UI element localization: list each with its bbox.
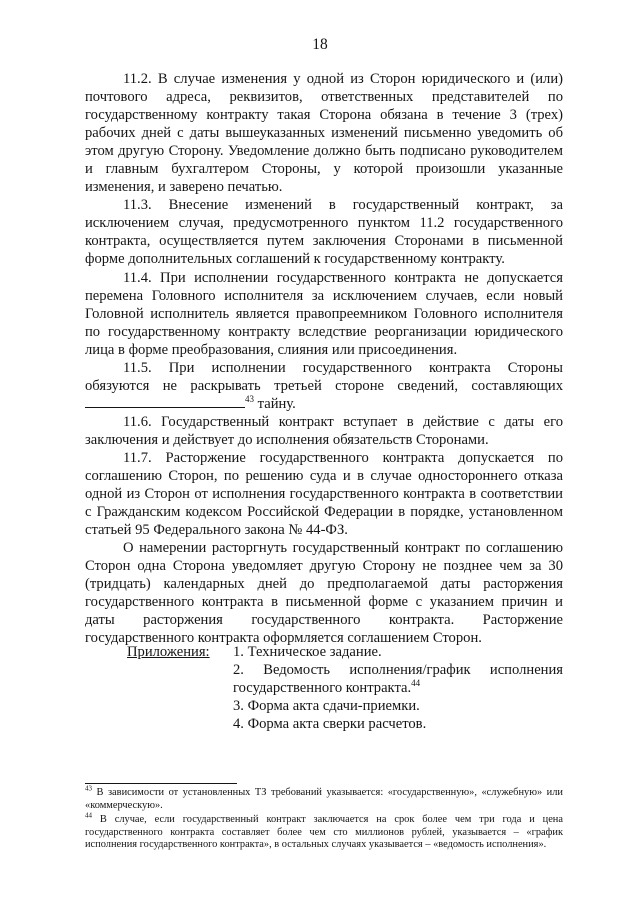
attachments-label: Приложения:	[127, 644, 210, 660]
paragraph-11-6: 11.6. Государственный контракт вступает в действие с даты его заключения и действует до исполнения обязательств Сторонами.	[85, 413, 563, 448]
paragraph-11-7: 11.7. Расторжение государственного контракта допускается по соглашению Сторон, по решению суда и в случае одностороннего отказа одной из Сторон от исполнения государственного контракта в соответствии с Гражданским кодексом Российской Федерации в порядке, установленном статьей 95 Федерального закона № 44-ФЗ.	[85, 449, 563, 539]
paragraph-11-3: 11.3. Внесение изменений в государственный контракт, за исключением случая, предусмотренного пунктом 11.2 государственного контракта, осуществляется путем заключения Сторонами в письменной форме дополнительных соглашений к государственному контракту.	[85, 197, 563, 268]
paragraph-11-5	[85, 359, 563, 413]
attachments-list	[233, 643, 563, 733]
paragraph-11-4: 11.4. При исполнении государственного контракта не допускается перемена Головного исполнителя за исключением случаев, если новый Головной исполнитель является правопреемником Головного исполнителя по государственному контракту вследствие реорганизации юридического лица в форме преобразования, слияния или присоединения.	[85, 269, 563, 358]
footnotes	[85, 784, 563, 854]
paragraph-11-5-text: 11.5. При исполнении государственного контракта Стороны обязуются не раскрывать третьей стороне сведений, составляющих	[85, 359, 563, 394]
attachment-item-2	[233, 661, 563, 697]
footnote-separator	[85, 783, 237, 784]
paragraph-termination-notice: О намерении расторгнуть государственный контракт по соглашению Сторон одна Сторона уведомляет другую Сторону не позднее чем за 30 (тридцать) календарных дней до предполагаемой даты расторжения государственного контракта в письменной форме с указанием причин и даты расторжения государственного контракта. Расторжение государственного контракта оформляется соглашением Сторон.	[85, 540, 563, 647]
paragraph-11-2: 11.2. В случае изменения у одной из Сторон юридического и (или) почтового адреса, реквизитов, ответственных представителей по государственному контракту такая Сторона обязана в течение 3 (трех) рабочих дней с даты вышеуказанных изменений письменно уведомить об этом другую Сторону. Уведомление должно быть подписано руководителем и главным бухгалтером Стороны, у которой произошли указанные изменения, и заверено печатью.	[85, 71, 563, 196]
footnote-mark-44: 44	[85, 811, 92, 820]
footnote-ref-44: 44	[411, 678, 421, 689]
footnote-text-43: В зависимости от установленных ТЗ требований указывается: «государственную», «служебную» или «коммерческую».	[85, 787, 563, 811]
document-body	[85, 70, 563, 648]
footnote-text-44: В случае, если государственный контракт заключается на срок более чем три года и цена государственного контракта составляет более чем сто миллионов рублей, указывается – «график исполнения государственного контракта», в остальных случаях указывается – «ведомость исполнения».	[85, 814, 563, 851]
attachment-item-3: 3. Форма акта сдачи-приемки.	[233, 698, 420, 715]
paragraph-11-5-tail: тайну.	[257, 395, 296, 412]
attachment-item-2-text: 2. Ведомость исполнения/график исполнения государственного контракта.	[233, 662, 563, 697]
attachment-item-4: 4. Форма акта сверки расчетов.	[233, 716, 427, 733]
footnote-ref-43: 43	[245, 393, 254, 404]
footnote-mark-43: 43	[85, 784, 92, 793]
page-number: 18	[312, 36, 328, 53]
attachment-item-1: 1. Техническое задание.	[233, 644, 382, 660]
blank-line	[85, 396, 245, 408]
footnote-43	[85, 784, 563, 812]
footnote-44	[85, 811, 563, 852]
